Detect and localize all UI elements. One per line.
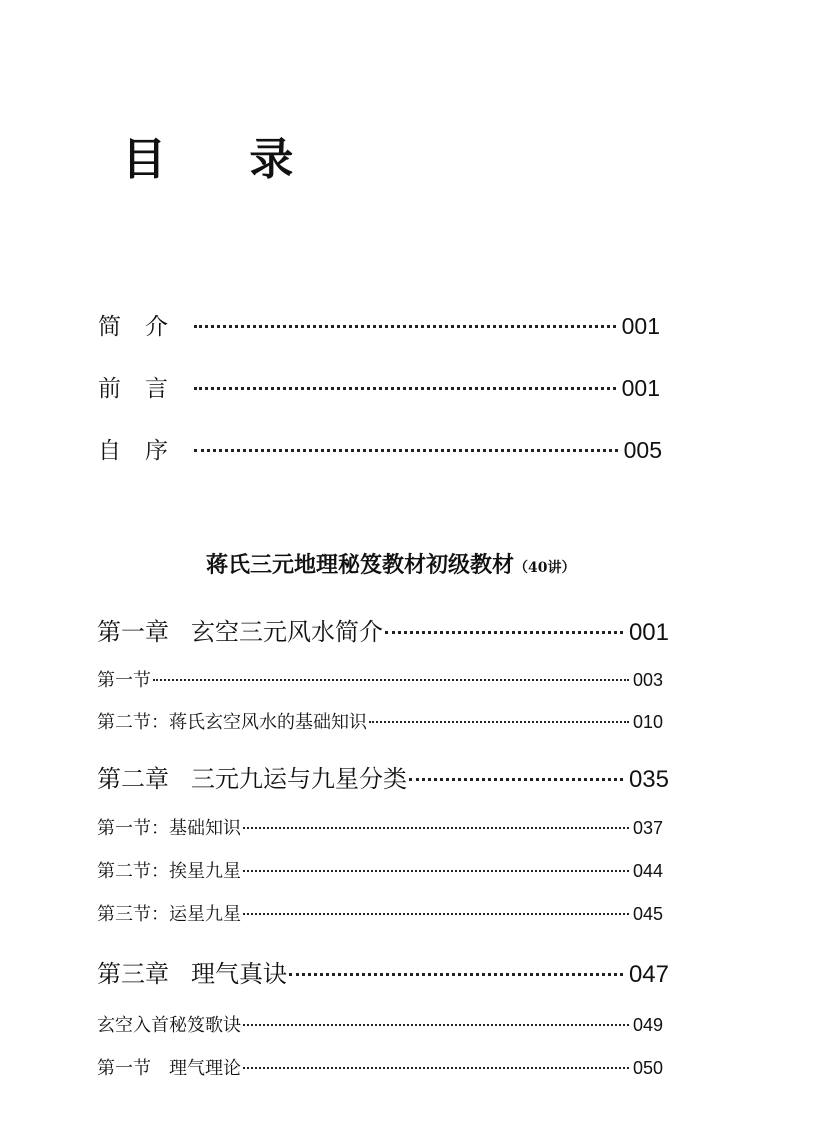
toc-entry-page: 049 [632, 1015, 663, 1035]
chapter-heading [97, 954, 287, 989]
toc-section[interactable] [97, 708, 663, 734]
dot-leader [243, 913, 629, 915]
toc-entry-intro[interactable] [98, 308, 660, 341]
book-subtitle [206, 548, 576, 579]
toc-entry-page: 044 [632, 861, 663, 881]
chapter-number: 第三章 [97, 960, 169, 988]
toc-entry-page: 001 [621, 375, 660, 401]
toc-section[interactable] [97, 814, 663, 840]
toc-section-label: 第一节 [97, 670, 151, 691]
dot-leader [409, 778, 623, 781]
subtitle-note: （40讲） [514, 560, 576, 576]
chapter-number: 第一章 [97, 618, 169, 646]
chapter-title: 三元九运与九星分类 [191, 765, 407, 793]
toc-section[interactable] [97, 666, 663, 692]
dot-leader [243, 1067, 629, 1069]
dot-leader [194, 387, 616, 390]
toc-entry-page: 001 [621, 313, 660, 339]
toc-entry-page: 001 [628, 619, 669, 646]
dot-leader [194, 449, 618, 452]
toc-section-label: 第三节：运星九星 [97, 904, 241, 925]
toc-entry-page: 050 [632, 1058, 663, 1078]
toc-section-label: 第一节 理气理论 [97, 1058, 241, 1079]
dot-leader [243, 1024, 629, 1026]
toc-chapter-3[interactable] [97, 954, 669, 989]
toc-section-label: 第二节：挨星九星 [97, 861, 241, 882]
subtitle-main: 蒋氏三元地理秘笈教材初级教材 [206, 552, 515, 578]
chapter-heading [97, 612, 383, 647]
toc-entry-page: 003 [632, 670, 663, 690]
toc-section[interactable] [97, 900, 663, 926]
toc-entry-label: 前言 [98, 376, 192, 402]
dot-leader [153, 679, 629, 681]
dot-leader [385, 631, 623, 634]
toc-section[interactable] [97, 1054, 663, 1080]
toc-section-label: 第一节：基础知识 [97, 818, 241, 839]
toc-chapter-1[interactable] [97, 612, 669, 647]
chapter-title: 理气真诀 [191, 960, 287, 988]
toc-entry-label: 自序 [98, 438, 192, 464]
toc-section-label: 玄空入首秘笈歌诀 [97, 1015, 241, 1036]
toc-entry-foreword[interactable] [98, 370, 660, 403]
toc-entry-preface[interactable] [98, 432, 662, 465]
toc-entry-page: 047 [628, 961, 669, 988]
toc-section[interactable] [97, 1011, 663, 1037]
toc-entry-page: 045 [632, 904, 663, 924]
toc-entry-label: 简介 [98, 314, 192, 340]
toc-entry-page: 010 [632, 712, 663, 732]
toc-entry-page: 037 [632, 818, 663, 838]
toc-entry-page: 005 [623, 437, 662, 463]
chapter-number: 第二章 [97, 765, 169, 793]
dot-leader [243, 827, 629, 829]
dot-leader [243, 870, 629, 872]
toc-section[interactable] [97, 857, 663, 883]
chapter-heading [97, 759, 407, 794]
page-title: 目 录 [122, 134, 328, 185]
toc-section-label: 第二节：蒋氏玄空风水的基础知识 [97, 712, 367, 733]
chapter-title: 玄空三元风水简介 [191, 618, 383, 646]
dot-leader [194, 325, 616, 328]
toc-entry-page: 035 [628, 766, 669, 793]
dot-leader [289, 973, 623, 976]
dot-leader [369, 721, 629, 723]
toc-chapter-2[interactable] [97, 759, 669, 794]
